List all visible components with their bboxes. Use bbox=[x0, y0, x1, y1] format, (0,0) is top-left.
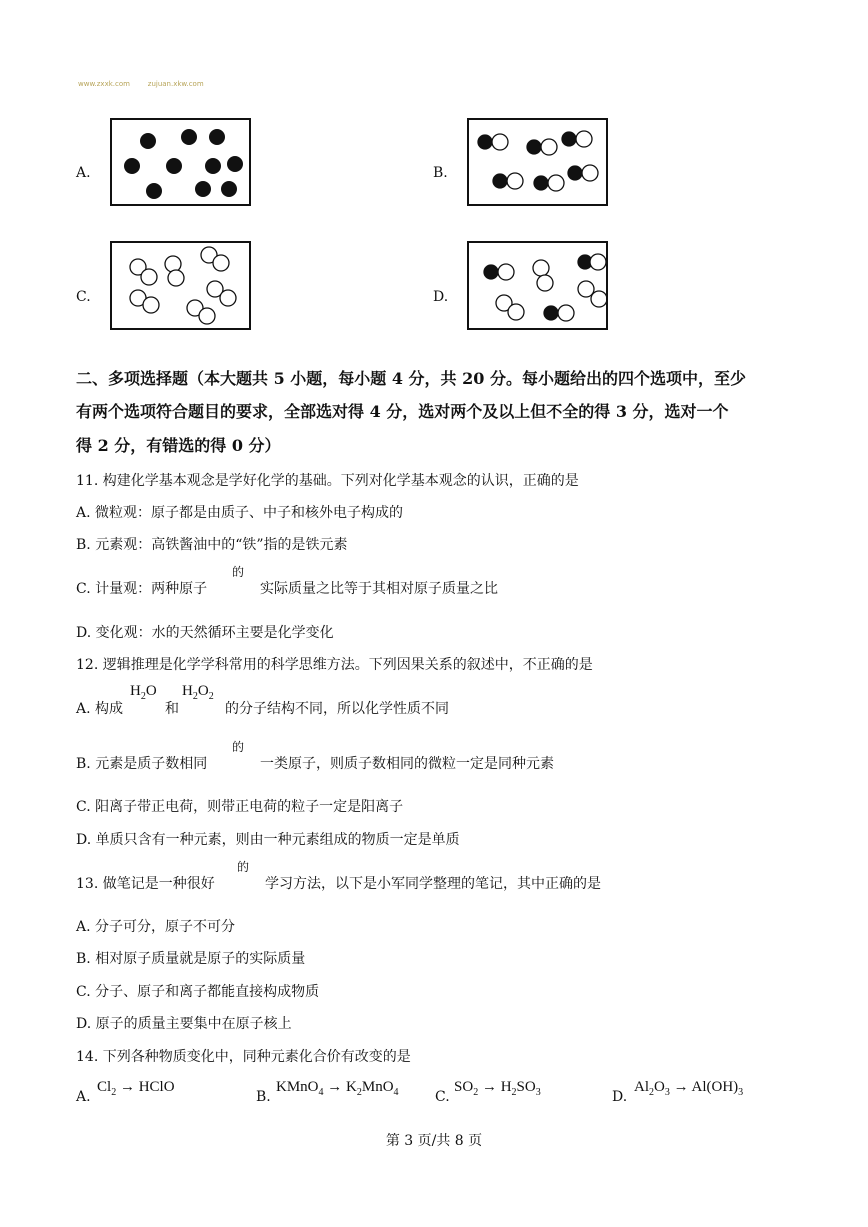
section-heading-line1: 二、多项选择题（本大题共 5 小题，每小题 4 分，共 20 分。每小题给出的四个选项中，至少 bbox=[76, 369, 746, 388]
question-14-option-b-label: B. bbox=[256, 1089, 271, 1105]
formula-kmno4-to-k2mno4: KMnO$_4$ → $K_2MnO_4$ bbox=[276, 1079, 399, 1098]
question-12-option-b-de: 的 bbox=[232, 740, 245, 754]
section-heading-line3: 得 2 分，有错选的得 0 分） bbox=[76, 436, 281, 455]
option-d-figure bbox=[467, 241, 608, 330]
option-a-label: A. bbox=[76, 165, 91, 181]
page-number-footer: 第 3 页/共 8 页 bbox=[385, 1133, 483, 1149]
particle-diagram-d bbox=[469, 243, 606, 328]
question-11-option-b: B. 元素观：高铁酱油中的“铁”指的是铁元素 bbox=[76, 537, 348, 553]
question-11-option-d: D. 变化观：水的天然循环主要是化学变化 bbox=[76, 625, 334, 641]
question-12-option-a-suffix: 的分子结构不同，所以化学性质不同 bbox=[225, 701, 449, 717]
option-a-figure bbox=[110, 118, 251, 206]
formula-h2o2: $H_2O_2$ bbox=[182, 683, 214, 702]
question-13-option-b: B. 相对原子质量就是原子的实际质量 bbox=[76, 951, 306, 967]
formula-so2-to-h2so3: $SO_2 \to H_2SO_3$ bbox=[454, 1079, 541, 1098]
question-12-option-b-suffix: 一类原子，则质子数相同的微粒一定是同种元素 bbox=[260, 756, 554, 772]
question-13-stem-suffix: 学习方法，以下是小军同学整理的笔记，其中正确的是 bbox=[265, 876, 601, 892]
question-13-stem-prefix: 13. 做笔记是一种很好 bbox=[76, 876, 215, 892]
formula-h2o: $H_2O$ bbox=[130, 683, 157, 702]
question-11-option-c-suffix: 实际质量之比等于其相对原子质量之比 bbox=[260, 581, 498, 597]
question-11-option-a: A. 微粒观：原子都是由质子、中子和核外电子构成的 bbox=[76, 505, 404, 521]
section-heading-line2: 有两个选项符合题目的要求，全部选对得 4 分，选对两个及以上但不全的得 3 分，选对一个 bbox=[76, 402, 729, 421]
option-c-figure bbox=[110, 241, 251, 330]
question-13-option-a: A. 分子可分，原子不可分 bbox=[76, 919, 236, 935]
question-12-option-b-prefix: B. 元素是质子数相同 bbox=[76, 756, 208, 772]
particle-diagram-a bbox=[112, 120, 249, 204]
formula-cl2-to-hclo: $Cl_2$ → HClO bbox=[97, 1079, 175, 1098]
option-d-label: D. bbox=[433, 289, 449, 305]
question-14-option-c-label: C. bbox=[435, 1089, 450, 1105]
option-b-figure bbox=[467, 118, 608, 206]
question-11-stem: 11. 构建化学基本观念是学好化学的基础。下列对化学基本观念的认识，正确的是 bbox=[76, 473, 579, 489]
question-12-option-d: D. 单质只含有一种元素，则由一种元素组成的物质一定是单质 bbox=[76, 832, 460, 848]
question-11-option-c-de: 的 bbox=[232, 565, 245, 579]
particle-diagram-b bbox=[469, 120, 606, 204]
question-14-stem: 14. 下列各种物质变化中，同种元素化合价有改变的是 bbox=[76, 1049, 411, 1065]
question-13-option-d: D. 原子的质量主要集中在原子核上 bbox=[76, 1016, 292, 1032]
question-12-option-a-prefix: A. 构成 bbox=[76, 701, 124, 717]
option-c-label: C. bbox=[76, 289, 91, 305]
formula-al2o3-to-aloh3: $Al_2O_3 \to Al(OH)_3$ bbox=[634, 1079, 744, 1098]
question-12-stem: 12. 逻辑推理是化学学科常用的科学思维方法。下列因果关系的叙述中，不正确的是 bbox=[76, 657, 593, 673]
question-13-option-c: C. 分子、原子和离子都能直接构成物质 bbox=[76, 984, 320, 1000]
option-b-label: B. bbox=[433, 165, 448, 181]
question-11-option-c-prefix: C. 计量观：两种原子 bbox=[76, 581, 208, 597]
question-14-option-a-label: A. bbox=[76, 1089, 91, 1105]
question-13-stem-de: 的 bbox=[237, 860, 250, 874]
watermark: www.zxxk.com zujuan.xkw.com bbox=[78, 80, 204, 88]
question-12-option-a-and: 和 bbox=[165, 701, 179, 717]
question-12-option-c: C. 阳离子带正电荷，则带正电荷的粒子一定是阳离子 bbox=[76, 799, 404, 815]
particle-diagram-c bbox=[112, 243, 249, 328]
question-14-option-d-label: D. bbox=[612, 1089, 628, 1105]
